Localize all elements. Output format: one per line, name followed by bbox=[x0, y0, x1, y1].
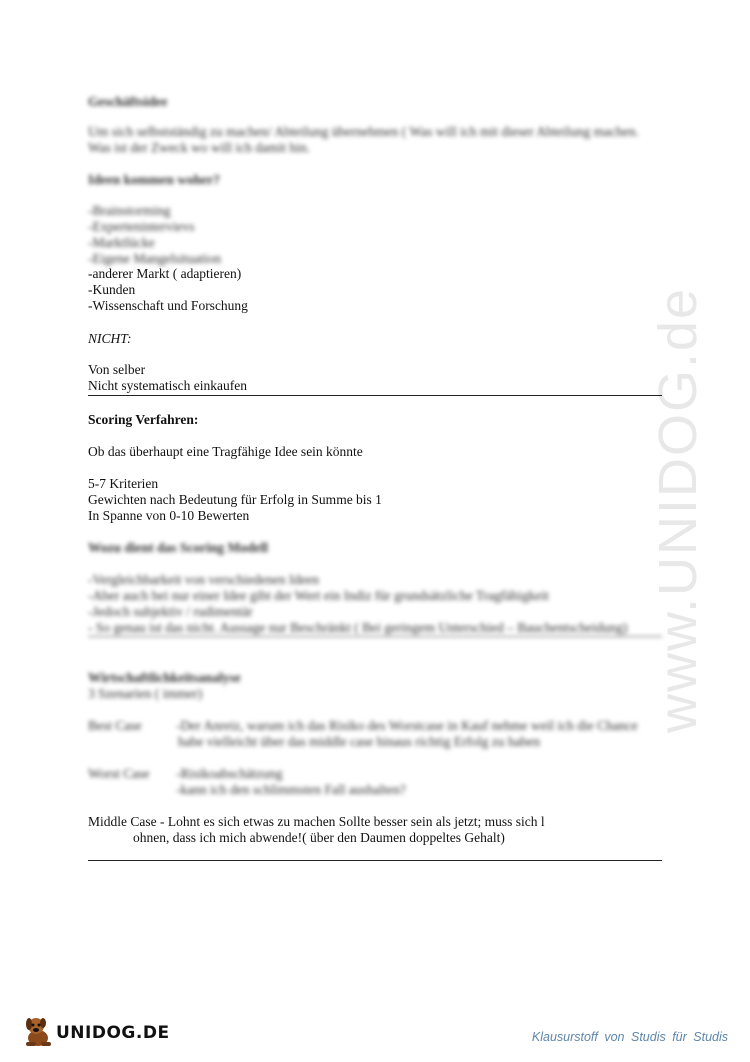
section-wozu-heading: Wozu dient das Scoring Modell bbox=[88, 540, 269, 555]
dog-icon bbox=[22, 1014, 54, 1048]
middle-case-line: ohnen, dass ich mich abwende!( über den Daumen doppeltes Gehalt) bbox=[133, 830, 505, 845]
list-item: -Eigene Mangelsituation bbox=[88, 251, 222, 266]
best-case-line: habe vielleicht über das middle case hinaus richtig Erfolg zu haben bbox=[178, 734, 541, 749]
footer-slogan: Klausurstoff von Studis für Studis bbox=[531, 1030, 728, 1044]
unidog-logo bbox=[22, 1013, 170, 1049]
section-geschaeftsidee-heading: Geschäftsidee bbox=[88, 94, 168, 109]
watermark bbox=[628, 280, 728, 740]
section-scoring-heading: Scoring Verfahren: bbox=[88, 412, 199, 427]
list-item: -Brainstorming bbox=[88, 203, 171, 218]
scoring-line: Gewichten nach Bedeutung für Erfolg in Summe bis 1 bbox=[88, 492, 382, 507]
scoring-line: 5-7 Kriterien bbox=[88, 476, 159, 491]
section-wirtschaftlichkeit-heading: Wirtschaftlichkeitsanalyse bbox=[88, 670, 241, 685]
best-case-line: -Der Anreiz, warum ich das Risiko des Worstcase in Kauf nehme weil ich die Chance bbox=[176, 718, 638, 733]
list-item: -Marktlücke bbox=[88, 235, 155, 250]
list-item: - So genau ist das nicht. Aussage nur Beschränkt ( Bei geringem Unterschied – Bauchentscheidung) bbox=[88, 620, 628, 635]
watermark-text: www.UNIDOG.de bbox=[648, 286, 708, 734]
divider bbox=[88, 636, 662, 637]
middle-case-line: Middle Case - Lohnt es sich etwas zu machen Sollte besser sein als jetzt; muss sich l bbox=[88, 814, 545, 829]
list-item: -Jedoch subjektiv / rudimentär bbox=[88, 604, 253, 619]
section-ideen-heading: Ideen kommen woher? bbox=[88, 172, 220, 187]
not-item: Von selber bbox=[88, 362, 146, 377]
best-case-label: Best Case bbox=[88, 718, 142, 733]
scoring-line: In Spanne von 0-10 Bewerten bbox=[88, 508, 250, 523]
section-geschaeftsidee-line: Um sich selbstständig zu machen/ Abteilung übernehmen ( Was will ich mit dieser Abteilung machen. bbox=[88, 124, 639, 139]
list-item: -anderer Markt ( adaptieren) bbox=[88, 266, 242, 281]
list-item: -Aber auch bei nur einer Idee gibt der Wert ein Indiz für grundsätzliche Tragfähigkeit bbox=[88, 588, 549, 603]
worst-case-line: -Risikoabschätzung bbox=[176, 766, 283, 781]
scoring-intro: Ob das überhaupt eine Tragfähige Idee sein könnte bbox=[88, 444, 363, 459]
not-item: Nicht systematisch einkaufen bbox=[88, 378, 247, 393]
section-geschaeftsidee-line: Was ist der Zweck wo will ich damit hin. bbox=[88, 140, 310, 155]
list-item: -Kunden bbox=[88, 282, 136, 297]
list-item: -Expertenintervievs bbox=[88, 219, 195, 234]
logo-text: UNIDOG.DE bbox=[56, 1023, 170, 1043]
not-label: NICHT: bbox=[88, 331, 132, 346]
divider bbox=[88, 395, 662, 396]
worst-case-label: Worst Case bbox=[88, 766, 150, 781]
section-wirtschaftlichkeit-subheading: 3 Szenarien ( immer) bbox=[88, 686, 203, 701]
divider bbox=[88, 860, 662, 861]
worst-case-line: -kann ich den schlimmsten Fall aushalten? bbox=[176, 782, 406, 797]
list-item: -Vergleichbarkeit von verschiedenen Ideen bbox=[88, 572, 320, 587]
list-item: -Wissenschaft und Forschung bbox=[88, 298, 248, 313]
